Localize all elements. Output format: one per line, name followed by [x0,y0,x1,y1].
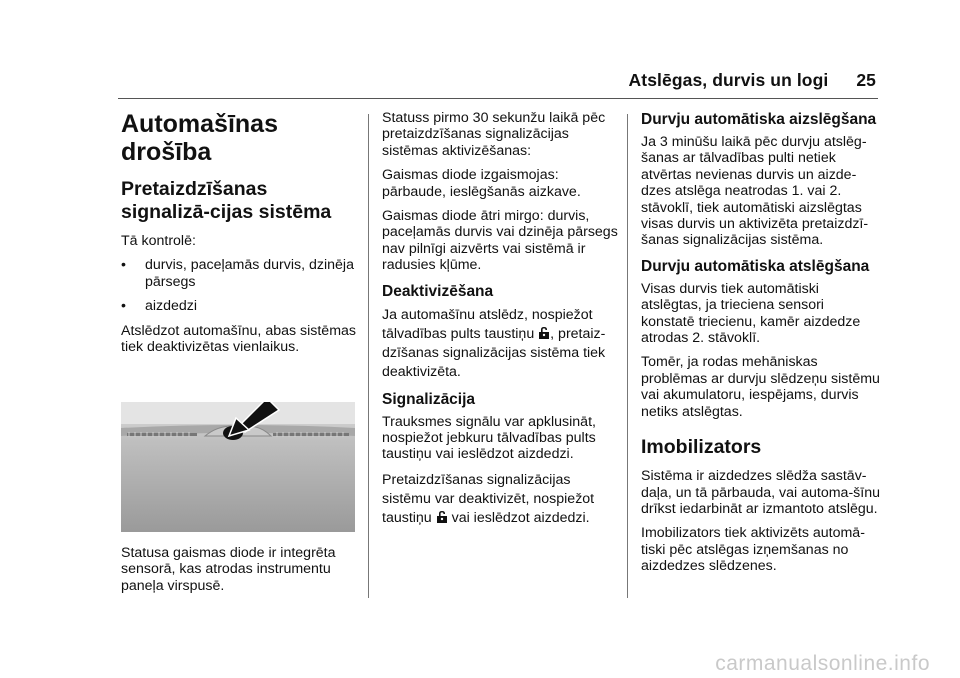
body-paragraph [382,471,622,528]
signal-text-a: Pretaizdzīšanas signalizācijas sistēmu var deaktivizēt, nospiežot taustiņu [382,471,595,526]
body-paragraph [382,306,622,382]
column-divider-1 [368,114,369,598]
immobilizer-heading: Imobilizators [641,436,762,459]
column-2 [382,110,622,536]
section-heading: Automašīnas drošība [121,110,278,166]
bullet-icon: • [121,257,126,274]
dashboard-led-figure [121,402,355,532]
column-3 [641,110,881,583]
body-paragraph: Ja 3 minūšu laikā pēc durvju atslēg-šanas ar tālvadības pulti netiek atvērtas nevienas durvis un aizde-dzes atslēga neatrodas 1. vai 2. stāvoklī, tiek automātiski aizslēgtas visas durvis un aktivizēta pretaizdzī-šanas signalizācijas sistēma. [641,134,869,249]
body-paragraph: Gaismas diode ātri mirgo: durvis, paceļamās durvis vai dzinēja pārsegs nav pilnīgi aizvērts vai sistēmā ir radusies kļūme. [382,208,618,274]
body-paragraph: Statuss pirmo 30 sekunžu laikā pēc pretaizdzīšanas signalizācijas sistēmas aktivizēšanas: [382,110,606,159]
bullet-icon: • [121,298,126,315]
unlock-key-icon [436,510,448,524]
running-header [0,70,876,91]
column-1 [121,110,361,363]
figure-caption [121,545,361,602]
list-item [121,298,361,314]
page-number: 25 [856,70,876,90]
list-item-text: durvis, paceļamās durvis, dzinēja pārsegs [145,257,354,290]
signal-heading: Signalizācija [382,390,476,408]
list-item-text: aizdedzi [145,298,198,315]
caption-text: Statusa gaismas diode ir integrēta sensorā, kas atrodas instrumentu paneļa virspusē. [121,545,336,594]
unlock-key-icon [538,326,550,340]
watermark [0,652,960,676]
body-paragraph: Imobilizators tiek aktivizēts automā-tiski pēc atslēgas izņemšanas no aizdedzes slēdzenes. [641,525,865,575]
auto-lock-heading: Durvju automātiska aizslēgšana [641,111,877,128]
body-paragraph: Atslēdzot automašīnu, abas sistēmas tiek deaktivizētas vienlaikus. [121,322,357,356]
header-rule [118,98,878,99]
column-divider-2 [627,114,628,598]
section-title: Atslēgas, durvis un logi [628,70,829,90]
deact-text-b: , pretaiz-dzīšanas signalizācijas sistēma tiek deaktivizēta. [382,325,606,380]
deactivation-heading: Deaktivizēšana [382,282,494,300]
body-paragraph: Trauksmes signālu var apklusināt, nospiežot jebkuru tālvadības pults taustiņu vai ieslēdzot aizdedzi. [382,413,596,463]
list-item [121,257,361,290]
signal-text-b: vai ieslēdzot aizdedzi. [451,509,590,526]
subsection-heading: Pretaizdzīšanas signalizā-cijas sistēma [121,178,332,223]
body-paragraph: Tomēr, ja rodas mehāniskas problēmas ar durvju slēdzeņu sistēmu vai akumulatoru, iespējams, durvis netiks atslēgtas. [641,354,880,420]
intro-text: Tā kontrolē: [121,233,196,249]
auto-unlock-heading: Durvju automātiska atslēgšana [641,257,870,275]
watermark-text: carmanualsonline.info [715,652,930,675]
body-paragraph: Visas durvis tiek automātiski atslēgtas, ja trieciena sensori konstatē triecienu, kamēr aizdedze atrodas 2. stāvoklī. [641,280,861,347]
deact-text-a: Ja automašīnu atslēdz, nospiežot tālvadības pults taustiņu [382,306,593,342]
body-paragraph: Sistēma ir aizdedzes slēdža sastāv-daļa, un tā pārbauda, vai automa-šīnu drīkst iedarbināt ar izmantoto atslēgu. [641,468,880,517]
body-paragraph: Gaismas diode izgaismojas: pārbaude, ieslēgšanās aizkave. [382,167,581,200]
